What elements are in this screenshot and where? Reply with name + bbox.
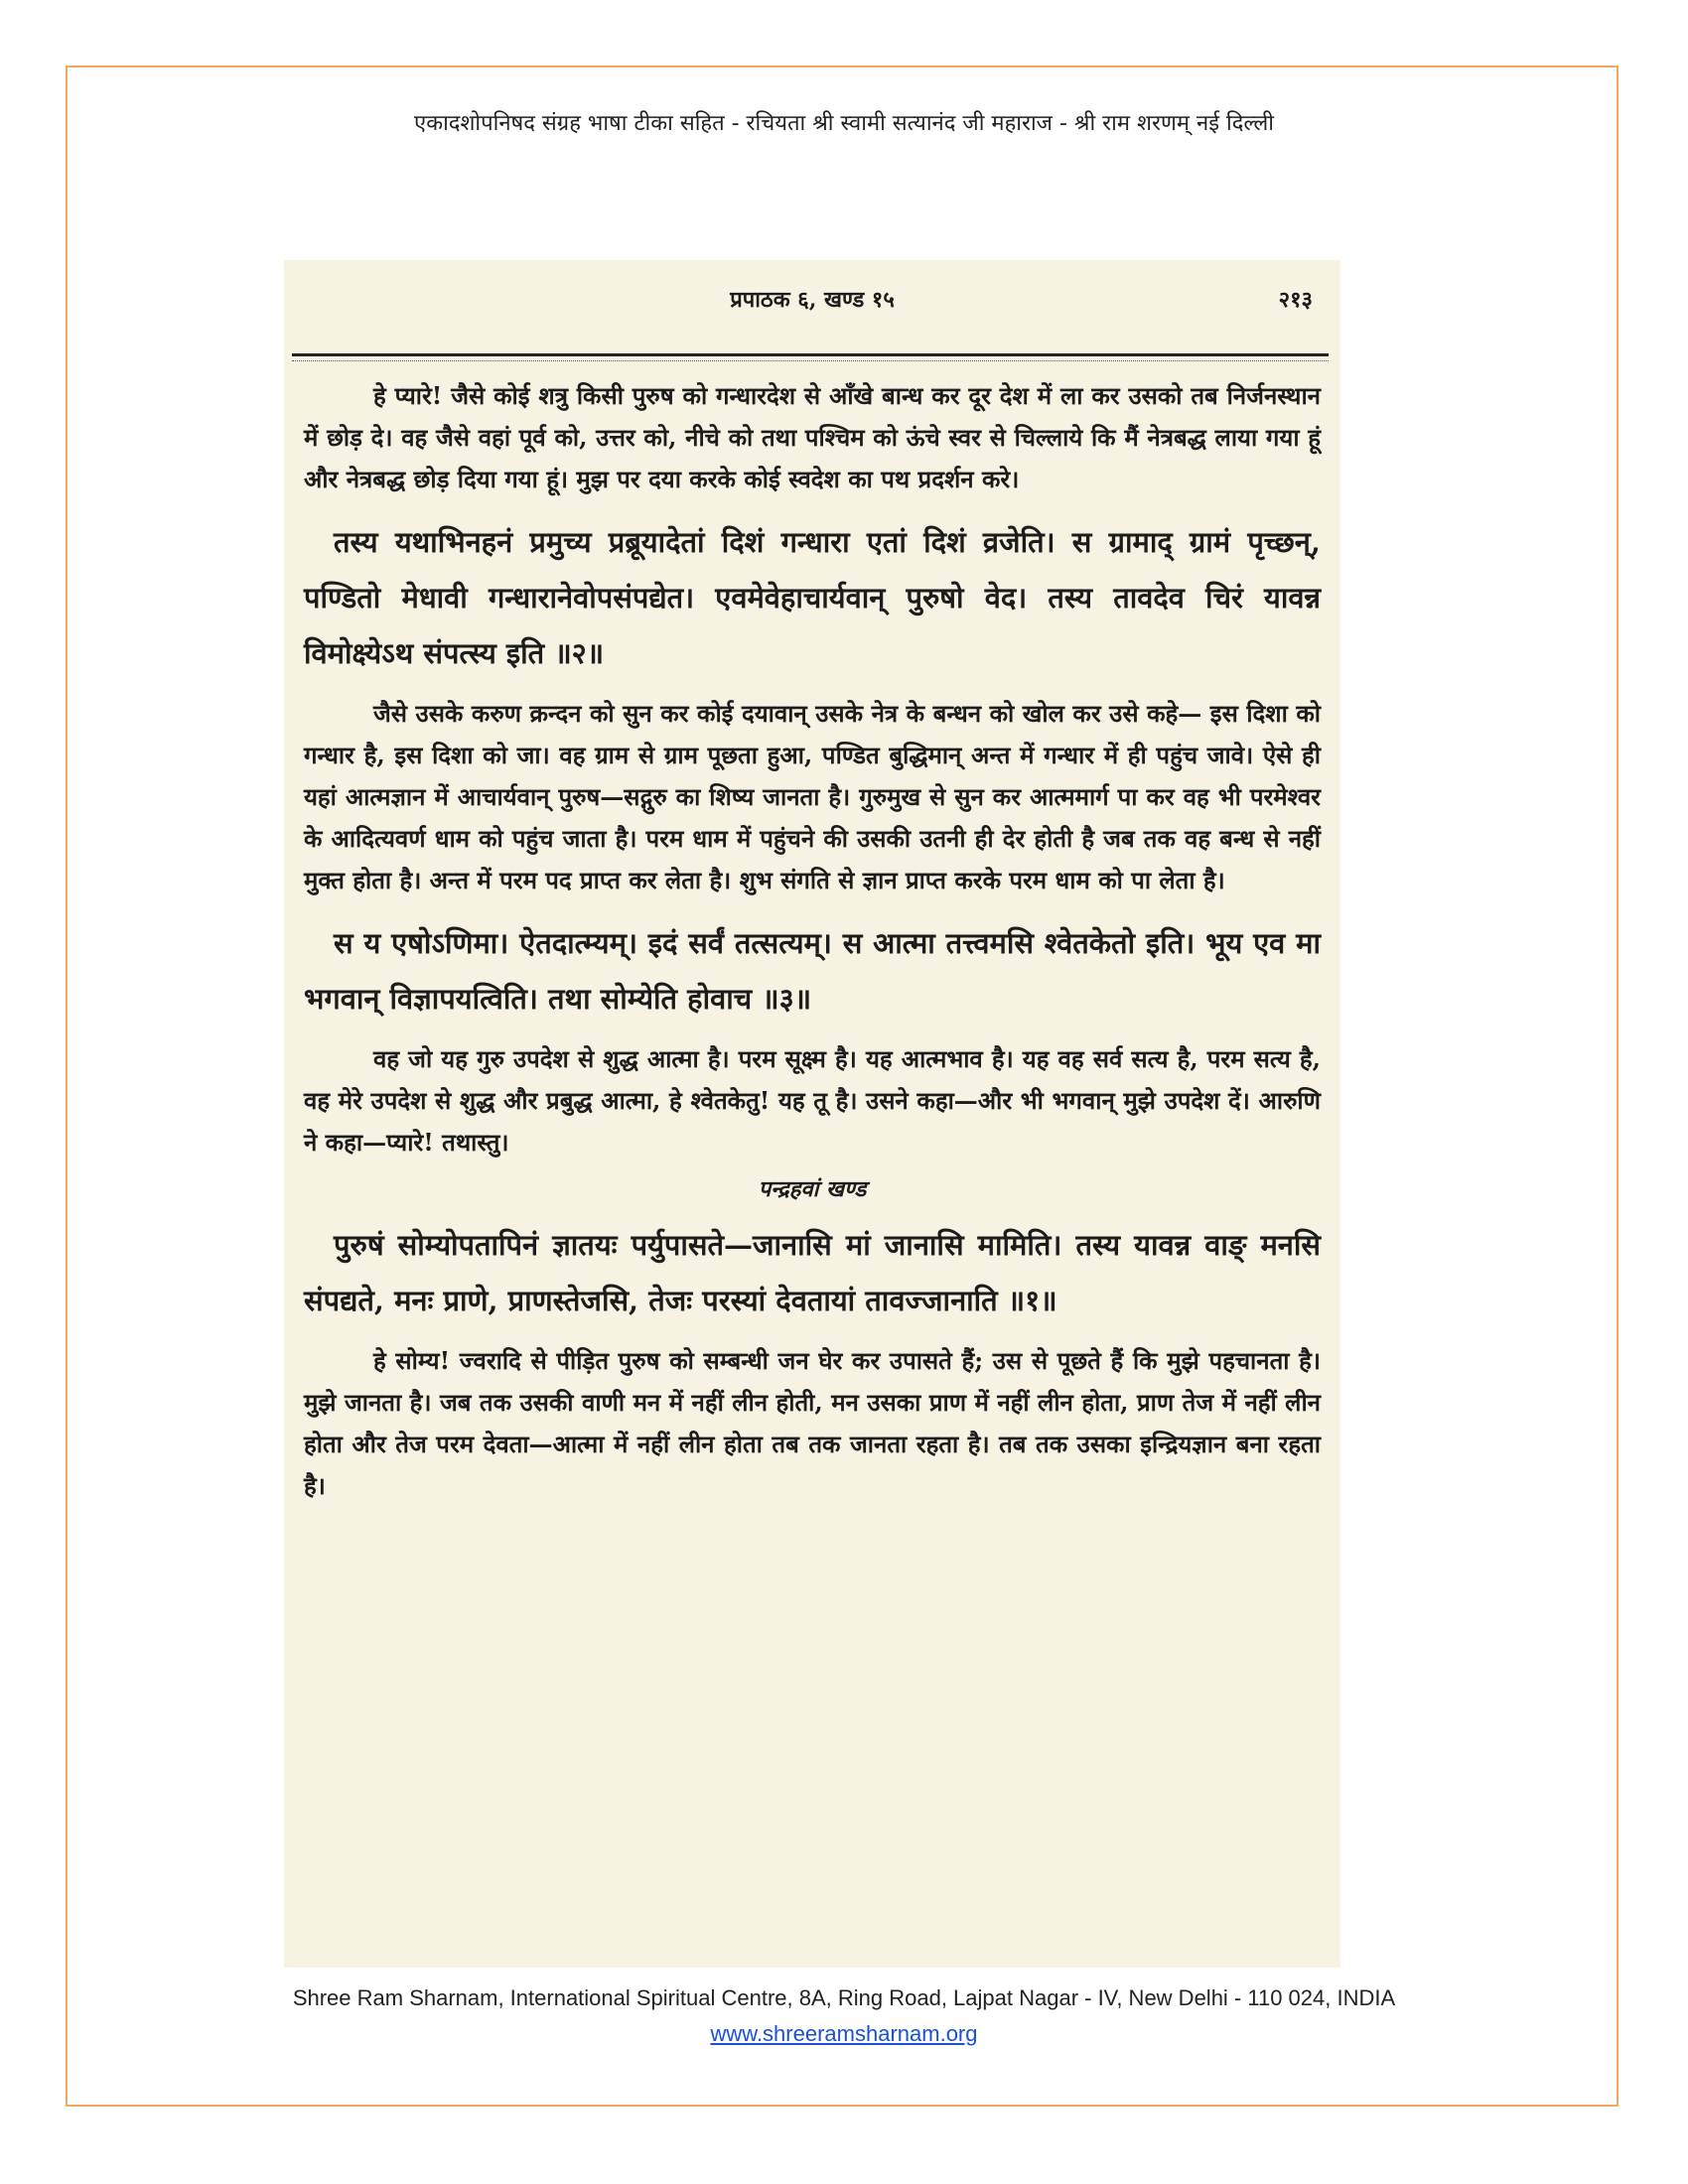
scanned-page	[284, 260, 1340, 1968]
website-link[interactable]: www.shreeramsharnam.org	[710, 2021, 978, 2046]
sanskrit-verse-2: तस्य यथाभिनहनं प्रमुच्य प्रब्रूयादेतां दिशं गन्धारा एतां दिशं व्रजेति। स ग्रामाद् ग्रामं पृच्छन्, पण्डितो मेधावी गन्धारानेवोपसंपद्येत। एवमेवेहाचार्यवान् पुरुषो वेद। तस्य तावदेव चिरं यावन्न विमोक्ष्येऽथ संपत्स्य इति ॥२॥	[304, 525, 1321, 670]
translation-paragraph-4: हे सोम्य! ज्वरादि से पीड़ित पुरुष को सम्बन्धी जन घेर कर उपासते हैं; उस से पूछते हैं कि मुझे पहचानता है। मुझे जानता है। जब तक उसकी वाणी मन में नहीं लीन होती, मन उसका प्राण में नहीं लीन होता, प्राण तेज में नहीं लीन होता और तेज परम देवता—आत्मा में नहीं लीन होता तब तक जानता रहता है। तब तक उसका इन्द्रियज्ञान बना रहता है।	[304, 1346, 1321, 1500]
sanskrit-verse-1: पुरुषं सोम्योपतापिनं ज्ञातयः पर्युपासते—जानासि मां जानासि मामिति। तस्य यावन्न वाङ् मनसि संपद्यते, मनः प्राणे, प्राणस्तेजसि, तेजः परस्यां देवतायां तावज्जानाति ॥१॥	[304, 1228, 1321, 1317]
footer-address: Shree Ram Sharnam, International Spiritual Centre, 8A, Ring Road, Lajpat Nagar - IV, New Delhi - 110 024, INDIA	[292, 1985, 1396, 2010]
page-body	[284, 361, 1340, 1507]
chapter-heading: प्रपाठक ६, खण्ड १५	[730, 287, 895, 313]
translation-paragraph-2: जैसे उसके करुण क्रन्दन को सुन कर कोई दयावान् उसके नेत्र के बन्धन को खोल कर उसे कहे— इस दिशा को गन्धार है, इस दिशा को जा। वह ग्राम से ग्राम पूछता हुआ, पण्डित बुद्धिमान् अन्त में गन्धार में ही पहुंच जावे। ऐसे ही यहां आत्मज्ञान में आचार्यवान् पुरुष—सद्गुरु का शिष्य जानता है। गुरुमुख से सुन कर आत्ममार्ग पा कर वह भी परमेश्वर के आदित्यवर्ण धाम को पहुंच जाता है। परम धाम में पहुंचने की उसकी उतनी ही देर होती है जब तक वह बन्ध से नहीं मुक्त होता है। अन्त में परम पद प्राप्त कर लेता है। शुभ संगति से ज्ञान प्राप्त करके परम धाम को पा लेता है।	[304, 699, 1321, 894]
running-head	[284, 260, 1340, 334]
page-header: एकादशोपनिषद संग्रह भाषा टीका सहित - रचियता श्री स्वामी सत्यानंद जी महाराज - श्री राम शरणम् नई दिल्ली	[414, 111, 1274, 136]
translation-paragraph-1: हे प्यारे! जैसे कोई शत्रु किसी पुरुष को गन्धारदेश से आँखे बान्ध कर दूर देश में ला कर उसको तब निर्जनस्थान में छोड़ दे। वह जैसे वहां पूर्व को, उत्तर को, नीचे को तथा पश्चिम को ऊंचे स्वर से चिल्लाये कि मैं नेत्रबद्ध लाया गया हूं और नेत्रबद्ध छोड़ दिया गया हूं। मुझ पर दया करके कोई स्वदेश का पथ प्रदर्शन करे।	[304, 381, 1321, 493]
page-number: २१३	[1278, 287, 1313, 313]
translation-paragraph-3: वह जो यह गुरु उपदेश से शुद्ध आत्मा है। परम सूक्ष्म है। यह आत्मभाव है। यह वह सर्व सत्य है, परम सत्य है, वह मेरे उपदेश से शुद्ध और प्रबुद्ध आत्मा, हे श्वेतकेतु! यह तू है। उसने कहा—और भी भगवान् मुझे उपदेश दें। आरुणि ने कहा—प्यारे! तथास्तु।	[304, 1044, 1321, 1157]
sanskrit-verse-3: स य एषोऽणिमा। ऐतदात्म्यम्। इदं सर्वं तत्सत्यम्। स आत्मा तत्त्वमसि श्वेतकेतो इति। भूय एव मा भगवान् विज्ञापयत्विति। तथा सोम्येति होवाच ॥३॥	[304, 926, 1321, 1016]
header-rule	[292, 353, 1329, 356]
section-title: पन्द्रहवां खण्ड	[758, 1176, 867, 1202]
